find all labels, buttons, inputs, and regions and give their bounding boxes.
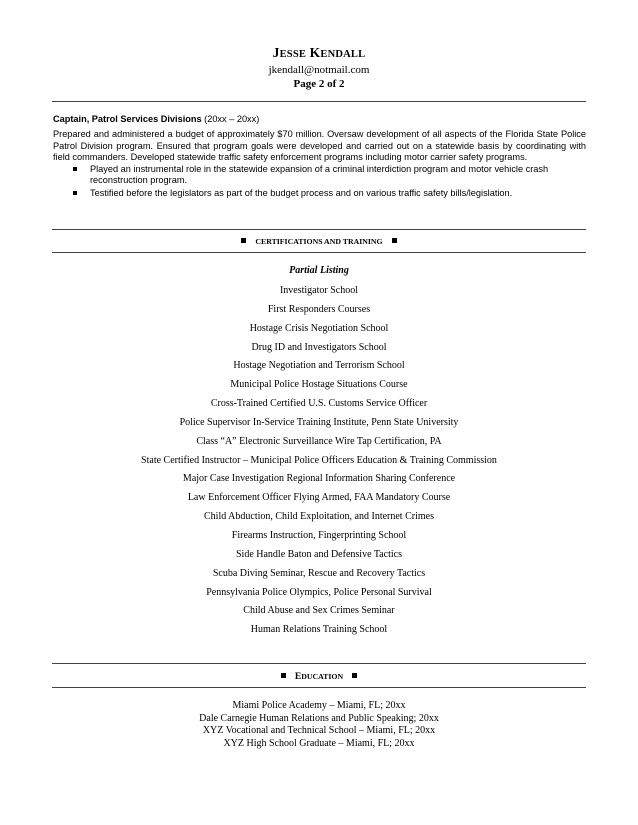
certifications-heading-text: CERTIFICATIONS AND TRAINING bbox=[255, 237, 383, 246]
certification-item: Law Enforcement Officer Flying Armed, FAA Mandatory Course bbox=[187, 492, 451, 504]
education-heading-initial: E bbox=[294, 672, 302, 682]
education-item: XYZ High School Graduate – Miami, FL; 20xx bbox=[223, 737, 415, 749]
certification-item: Major Case Investigation Regional Information Sharing Conference bbox=[182, 473, 456, 485]
job-bullets bbox=[53, 164, 586, 200]
candidate-name bbox=[0, 44, 638, 63]
square-bullet-icon bbox=[241, 238, 246, 243]
certification-item: Scuba Diving Seminar, Rescue and Recovery Tactics bbox=[212, 567, 426, 579]
divider-certifications-top bbox=[52, 229, 586, 230]
page-indicator: Page 2 of 2 bbox=[293, 78, 345, 90]
certifications-subheading: Partial Listing bbox=[289, 265, 349, 276]
certification-item: Child Abduction, Child Exploitation, and Internet Crimes bbox=[204, 511, 434, 523]
divider-education-top bbox=[52, 663, 586, 664]
job-entry bbox=[53, 114, 586, 201]
certification-item: Municipal Police Hostage Situations Course bbox=[230, 379, 408, 391]
job-title-line bbox=[53, 114, 586, 125]
square-bullet-icon bbox=[392, 238, 397, 243]
certification-item: Side Handle Baton and Defensive Tactics bbox=[235, 548, 402, 560]
education-list bbox=[0, 700, 638, 750]
square-bullet-icon bbox=[352, 673, 357, 678]
job-bullet bbox=[53, 164, 586, 187]
education-item: XYZ Vocational and Technical School – Miami, FL; 20xx bbox=[202, 725, 436, 736]
education-item: Dale Carnegie Human Relations and Public Speaking; 20xx bbox=[199, 712, 439, 724]
job-bullet bbox=[53, 188, 586, 199]
certifications-heading bbox=[52, 237, 586, 247]
resume-header bbox=[0, 44, 638, 91]
certifications-list bbox=[0, 285, 638, 643]
certification-item: Firearms Instruction, Fingerprinting School bbox=[231, 529, 407, 541]
square-bullet-icon bbox=[281, 673, 286, 678]
certification-item: Police Supervisor In-Service Training Institute, Penn State University bbox=[179, 416, 459, 428]
divider-top bbox=[52, 101, 586, 102]
divider-certifications-bottom bbox=[52, 252, 586, 253]
certification-item: Hostage Negotiation and Terrorism School bbox=[233, 360, 405, 372]
education-heading bbox=[52, 672, 586, 682]
certification-item: Drug ID and Investigators School bbox=[251, 341, 387, 353]
job-dates: (20xx – 20xx) bbox=[204, 114, 260, 124]
education-heading-rest: DUCATION bbox=[301, 672, 344, 681]
certification-item: Investigator School bbox=[279, 285, 359, 296]
bullet-square-icon bbox=[73, 191, 77, 195]
job-title: Captain, Patrol Services Divisions bbox=[53, 114, 202, 124]
name-last-rest: ENDALL bbox=[320, 49, 366, 60]
name-first-initial: J bbox=[272, 45, 280, 60]
certification-item: Pennsylvania Police Olympics, Police Personal Survival bbox=[206, 586, 432, 598]
job-description: Prepared and administered a budget of approximately $70 million. Oversaw development of all aspects of the Florida State Police Patrol Division program. Ensured that program goals were developed and carried out on a statewide basis by coordinating with field commanders. Developed statewide traffic safety enforcement programs including motor carrier safety programs. bbox=[53, 129, 586, 163]
certification-item: State Certified Instructor – Municipal Police Officers Education & Training Commission bbox=[141, 454, 497, 466]
name-first-rest: ESSE bbox=[279, 49, 307, 60]
name-last-initial: K bbox=[309, 45, 321, 60]
email-address: jkendall@notmail.com bbox=[268, 64, 370, 76]
certification-item: Child Abuse and Sex Crimes Seminar bbox=[243, 605, 395, 617]
bullet-square-icon bbox=[73, 167, 77, 171]
certification-item: Hostage Crisis Negotiation School bbox=[249, 322, 389, 334]
job-bullet-text: Testified before the legislators as part of the budget process and on various traffic safety bills/legislation. bbox=[90, 187, 513, 198]
job-bullet-text: Played an instrumental role in the statewide expansion of a criminal interdiction program and motor vehicle crash reconstruction program. bbox=[90, 163, 549, 186]
certification-item: Class “A” Electronic Surveillance Wire Tap Certification, PA bbox=[196, 435, 442, 447]
education-item: Miami Police Academy – Miami, FL; 20xx bbox=[232, 700, 406, 711]
certification-item: First Responders Courses bbox=[267, 303, 371, 315]
divider-education-bottom bbox=[52, 687, 586, 688]
certification-item: Human Relations Training School bbox=[250, 624, 388, 636]
certification-item: Cross-Trained Certified U.S. Customs Service Officer bbox=[210, 398, 428, 410]
